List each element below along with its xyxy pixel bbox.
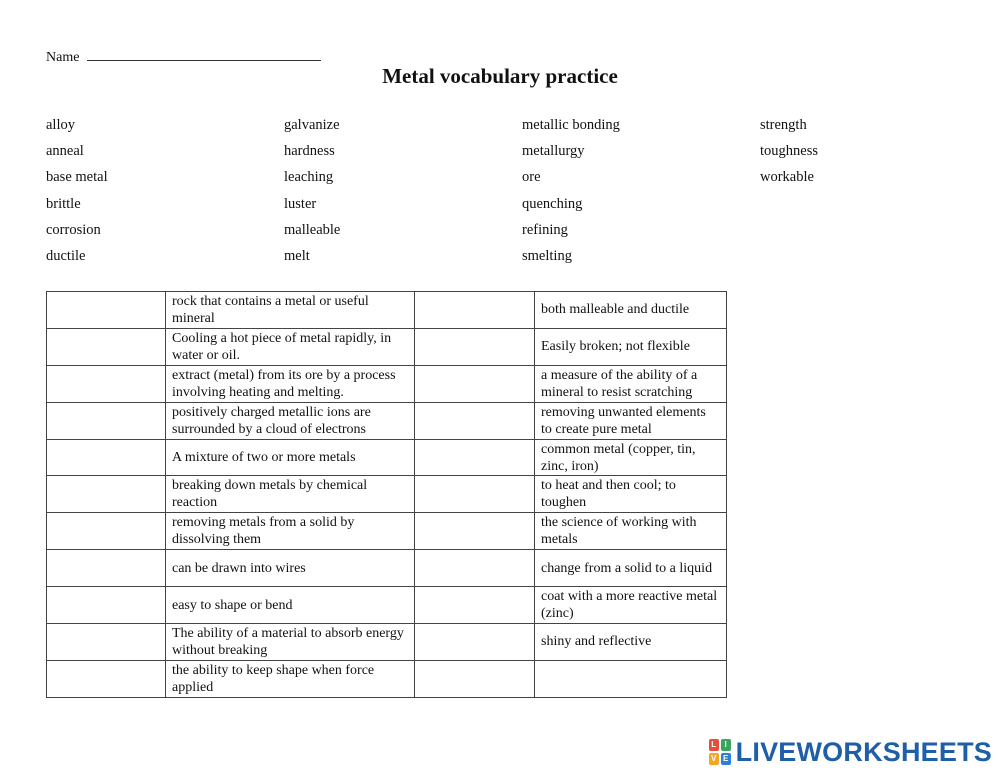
definition-left: easy to shape or bend: [166, 587, 415, 624]
definition-left: Cooling a hot piece of metal rapidly, in water or oil.: [166, 328, 415, 365]
definition-right: Easily broken; not flexible: [535, 328, 727, 365]
answer-blank-left[interactable]: [47, 292, 166, 329]
logo-block: L: [709, 739, 719, 751]
word-bank-item: strength: [760, 117, 807, 133]
word-bank-column-4: [760, 115, 818, 194]
definition-right: the science of working with metals: [535, 513, 727, 550]
answer-blank-right[interactable]: [415, 365, 535, 402]
matching-table: [46, 291, 727, 698]
answer-blank-right[interactable]: [415, 550, 535, 587]
table-row: [47, 328, 727, 365]
word-bank-item: galvanize: [284, 117, 340, 133]
liveworksheets-logo: [709, 738, 992, 766]
definition-right: both malleable and ductile: [535, 292, 727, 329]
definition-left: extract (metal) from its ore by a process involving heating and melting.: [166, 365, 415, 402]
word-bank-item: brittle: [46, 195, 81, 212]
answer-blank-right[interactable]: [415, 513, 535, 550]
definition-right: coat with a more reactive metal (zinc): [535, 587, 727, 624]
table-row: [47, 513, 727, 550]
definition-left: A mixture of two or more metals: [166, 439, 415, 476]
table-row: [47, 476, 727, 513]
word-bank-item: refining: [522, 221, 568, 238]
page-title: Metal vocabulary practice: [382, 64, 618, 88]
word-bank-item: ductile: [46, 247, 86, 264]
word-bank-column-2: [284, 115, 340, 272]
word-bank-item: metallurgy: [522, 143, 585, 160]
answer-blank-right[interactable]: [415, 292, 535, 329]
definition-right: [535, 660, 727, 697]
definition-right: common metal (copper, tin, zinc, iron): [535, 439, 727, 476]
word-bank-item: toughness: [760, 143, 818, 160]
logo-block: V: [709, 753, 719, 765]
answer-blank-right[interactable]: [415, 476, 535, 513]
name-blank-line[interactable]: [87, 46, 321, 61]
logo-block: E: [721, 753, 731, 765]
word-bank-item: workable: [760, 169, 814, 186]
word-bank-item: quenching: [522, 195, 583, 212]
definition-right: to heat and then cool; to toughen: [535, 476, 727, 513]
table-row: [47, 624, 727, 661]
word-bank-item: alloy: [46, 117, 75, 133]
answer-blank-left[interactable]: [47, 513, 166, 550]
definition-left: can be drawn into wires: [166, 550, 415, 587]
table-row: [47, 365, 727, 402]
word-bank-item: anneal: [46, 143, 84, 160]
answer-blank-left[interactable]: [47, 365, 166, 402]
definition-left: the ability to keep shape when force applied: [166, 660, 415, 697]
word-bank-column-3: [522, 115, 620, 272]
definition-right: removing unwanted elements to create pure metal: [535, 402, 727, 439]
word-bank-item: base metal: [46, 169, 108, 186]
answer-blank-right[interactable]: [415, 624, 535, 661]
definition-left: rock that contains a metal or useful mineral: [166, 292, 415, 329]
definition-left: The ability of a material to absorb energy without breaking: [166, 624, 415, 661]
table-row: [47, 550, 727, 587]
name-field: [46, 46, 321, 66]
definition-right: change from a solid to a liquid: [535, 550, 727, 587]
table-row: [47, 660, 727, 697]
word-bank-item: melt: [284, 247, 310, 264]
answer-blank-left[interactable]: [47, 624, 166, 661]
logo-block: I: [721, 739, 731, 751]
answer-blank-left[interactable]: [47, 550, 166, 587]
answer-blank-right[interactable]: [415, 660, 535, 697]
definition-right: a measure of the ability of a mineral to resist scratching: [535, 365, 727, 402]
table-row: [47, 439, 727, 476]
answer-blank-left[interactable]: [47, 439, 166, 476]
answer-blank-right[interactable]: [415, 328, 535, 365]
answer-blank-right[interactable]: [415, 587, 535, 624]
word-bank-item: malleable: [284, 221, 341, 238]
word-bank-item: ore: [522, 169, 541, 186]
table-row: [47, 587, 727, 624]
table-row: [47, 402, 727, 439]
answer-blank-left[interactable]: [47, 660, 166, 697]
word-bank-item: hardness: [284, 143, 335, 160]
word-bank-item: leaching: [284, 169, 334, 186]
word-bank-item: smelting: [522, 247, 572, 264]
word-bank-column-1: [46, 115, 108, 272]
definition-left: positively charged metallic ions are surrounded by a cloud of electrons: [166, 402, 415, 439]
definition-left: removing metals from a solid by dissolving them: [166, 513, 415, 550]
definition-right: shiny and reflective: [535, 624, 727, 661]
answer-blank-left[interactable]: [47, 587, 166, 624]
answer-blank-left[interactable]: [47, 476, 166, 513]
answer-blank-right[interactable]: [415, 439, 535, 476]
definition-left: breaking down metals by chemical reaction: [166, 476, 415, 513]
word-bank-item: luster: [284, 195, 317, 212]
answer-blank-right[interactable]: [415, 402, 535, 439]
answer-blank-left[interactable]: [47, 328, 166, 365]
table-row: [47, 292, 727, 329]
logo-blocks-icon: [709, 739, 731, 765]
answer-blank-left[interactable]: [47, 402, 166, 439]
logo-text: LIVEWORKSHEETS: [735, 736, 992, 767]
name-label: Name: [46, 50, 80, 65]
word-bank-item: metallic bonding: [522, 117, 620, 133]
word-bank-item: corrosion: [46, 221, 101, 238]
